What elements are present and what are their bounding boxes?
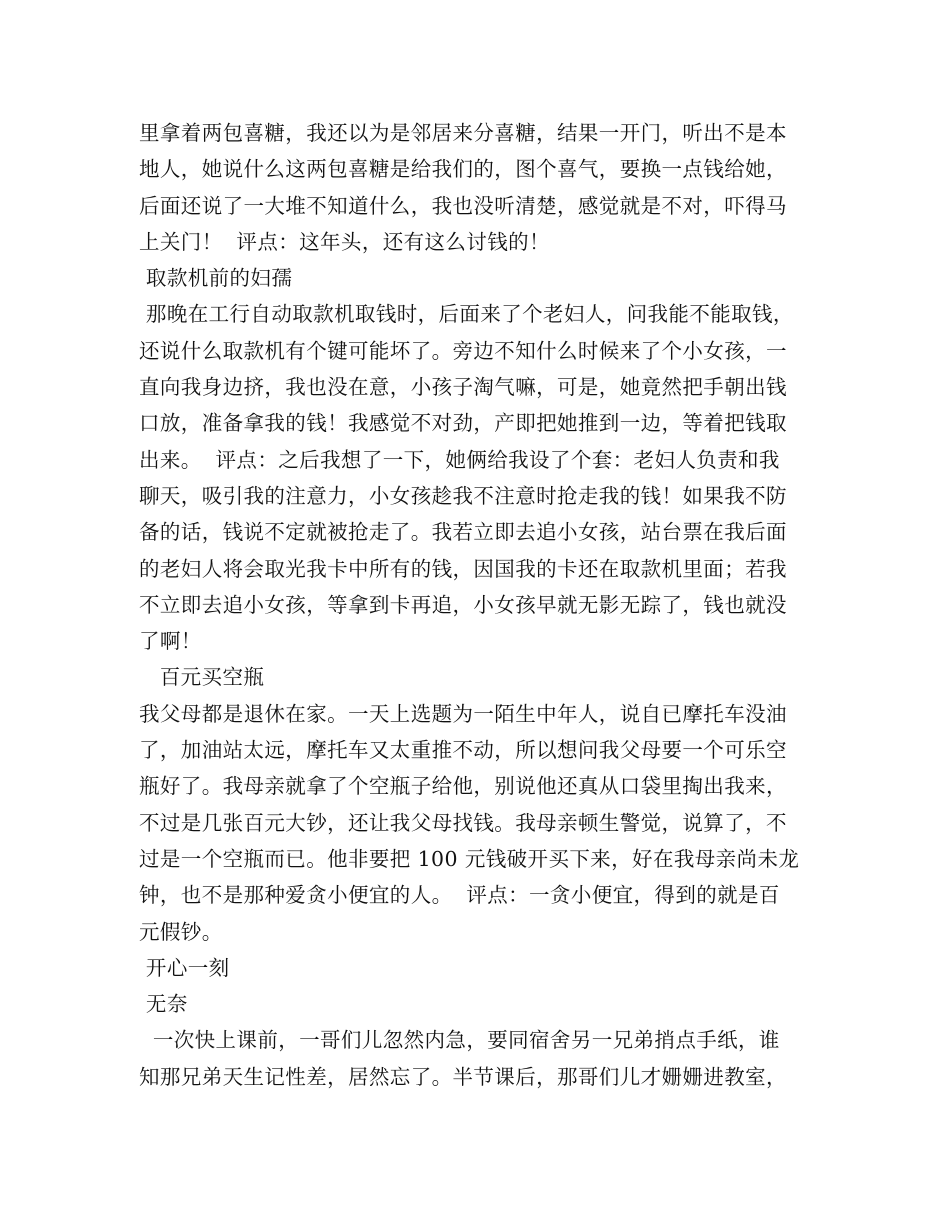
section-heading: 取款机前的妇孺 [139,266,293,291]
text-line: 不过是几张百元大钞，还让我父母找钱。我母亲顿生警觉，说算了，不 [139,810,787,835]
text-line: 上关门！ 评点：这年头，还有这么讨钱的！ [139,229,550,254]
text-line: 口放，准备拿我的钱！我感觉不对劲，产即把她推到一边，等着把钱取 [139,411,787,436]
text-line: 我父母都是退休在家。一天上选题为一陌生中年人，说自已摩托车没油 [139,701,787,726]
text-line: 不立即去追小女孩，等拿到卡再追，小女孩早就无影无踪了，钱也就没 [139,592,787,617]
section-heading: 开心一刻 [139,955,230,980]
text-line: 聊天，吸引我的注意力，小女孩趁我不注意时抢走我的钱！如果我不防 [139,483,787,508]
text-line: 出来。 评点：之后我想了一下，她俩给我设了个套：老妇人负责和我 [139,447,780,472]
text-line: 了，加油站太远，摩托车又太重推不动，所以想问我父母要一个可乐空 [139,738,787,763]
text-line: 一次快上课前，一哥们儿忽然内急，要同宿舍另一兄弟捎点手纸，谁 [139,1028,780,1053]
text-line: 瓶好了。我母亲就拿了个空瓶子给他，别说他还真从口袋里掏出我来， [139,774,787,799]
text-line: 后面还说了一大堆不知道什么，我也没听清楚，感觉就是不对，吓得马 [139,193,787,218]
text-line: 过是一个空瓶而已。他非要把 100 元钱破开买下来，好在我母亲尚未龙 [139,846,800,871]
text-line: 知那兄弟天生记性差，居然忘了。半节课后，那哥们儿才姗姗进教室， [139,1064,787,1089]
text-line: 里拿着两包喜糖，我还以为是邻居来分喜糖，结果一开门，听出不是本 [139,121,787,145]
text-line: 还说什么取款机有个键可能坏了。旁边不知什么时候来了个小女孩，一 [139,338,787,363]
text-line: 了啊！ [139,629,202,654]
text-line: 的老妇人将会取光我卡中所有的钱，因国我的卡还在取款机里面；若我 [139,556,787,581]
section-heading: 无奈 [139,992,188,1017]
text-line: 备的话，钱说不定就被抢走了。我若立即去追小女孩，站台票在我后面 [139,520,787,545]
text-line: 元假钞。 [139,919,223,944]
document-body [139,115,839,1095]
section-heading: 百元买空瓶 [139,665,265,690]
text-line: 钟，也不是那种爱贪小便宜的人。 评点：一贪小便宜，得到的就是百 [139,883,780,908]
text-line: 那晚在工行自动取款机取钱时，后面来了个老妇人，问我能不能取钱， [139,302,794,327]
text-line: 直向我身边挤，我也没在意，小孩子淘气嘛，可是，她竟然把手朝出钱 [139,375,787,400]
text-line: 地人，她说什么这两包喜糖是给我们的，图个喜气，要换一点钱给她， [139,157,787,182]
